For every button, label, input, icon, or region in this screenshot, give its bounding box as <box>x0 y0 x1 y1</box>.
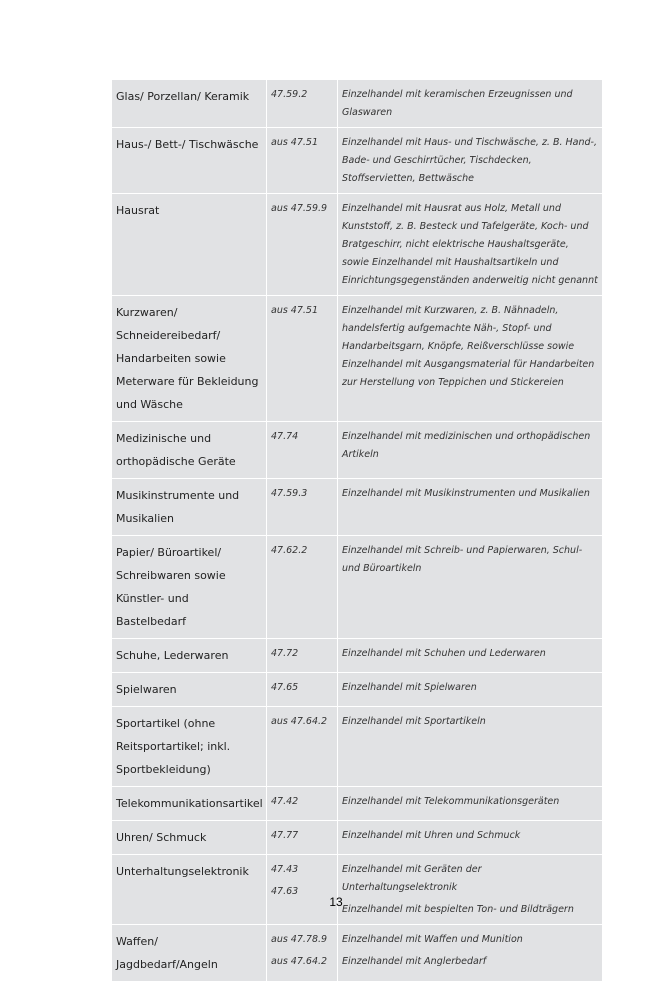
category-label: Kurzwaren/ Schneidereibedarf/ Handarbeiten sowie Meterware für Bekleidung und Wäsche <box>116 306 259 411</box>
wz-code-cell <box>267 128 338 194</box>
wz-code: 47.59.2 <box>271 89 308 100</box>
description-cell <box>338 707 603 787</box>
wz-code-cell <box>267 479 338 536</box>
category-label: Sportartikel (ohne Reitsportartikel; inkl. Sportbekleidung) <box>116 717 231 776</box>
wz-code: aus 47.64.2 <box>271 716 328 727</box>
wz-code: 47.65 <box>271 682 299 693</box>
description-text: Einzelhandel mit Haus- und Tischwäsche, z. B. Hand-, Bade- und Geschirrtücher, Tischdecken, Stoffservietten, Bettwäsche <box>342 137 597 184</box>
wz-code-cell <box>267 422 338 479</box>
table-row <box>112 707 602 787</box>
wz-code-cell <box>267 536 338 639</box>
category-cell <box>112 194 267 296</box>
table-row <box>112 422 602 479</box>
table-row <box>112 80 602 128</box>
description-text: Einzelhandel mit Uhren und Schmuck <box>342 830 521 841</box>
category-label: Telekommunikationsartikel <box>116 797 263 810</box>
wz-code: aus 47.51 <box>271 137 319 148</box>
category-label: Musikinstrumente und Musikalien <box>116 489 240 525</box>
description-text: Einzelhandel mit Sportartikeln <box>342 716 486 727</box>
category-label: Spielwaren <box>116 683 177 696</box>
table-row <box>112 128 602 194</box>
wz-code-cell <box>267 296 338 422</box>
description-cell <box>338 194 603 296</box>
description-cell <box>338 787 603 821</box>
category-cell <box>112 422 267 479</box>
wz-code-cell <box>267 821 338 855</box>
wz-code: 47.62.2 <box>271 545 308 556</box>
table-row <box>112 925 602 982</box>
wz-code-cell <box>267 707 338 787</box>
description-cell <box>338 673 603 707</box>
table-row <box>112 673 602 707</box>
description-text: Einzelhandel mit Schuhen und Lederwaren <box>342 648 546 659</box>
description-cell <box>338 479 603 536</box>
wz-code: 47.59.3 <box>271 488 308 499</box>
description-text: Einzelhandel mit Musikinstrumenten und Musikalien <box>342 488 590 499</box>
description-cell <box>338 422 603 479</box>
category-cell <box>112 479 267 536</box>
category-cell <box>112 128 267 194</box>
description-text: Einzelhandel mit Kurzwaren, z. B. Nähnadeln, handelsfertig aufgemachte Näh-, Stopf- und Handarbeitsgarn, Knöpfe, Reißverschlüsse sowie Einzelhandel mit Ausgangsmaterial für Handarbeiten zur Herstellung von Teppichen und Stickereien <box>342 305 595 388</box>
description-cell <box>338 536 603 639</box>
table-row <box>112 855 602 925</box>
category-cell <box>112 536 267 639</box>
category-label: Haus-/ Bett-/ Tischwäsche <box>116 138 259 151</box>
category-label: Hausrat <box>116 204 160 217</box>
table-row <box>112 787 602 821</box>
category-cell <box>112 821 267 855</box>
category-label: Waffen/ Jagdbedarf/Angeln <box>116 935 218 971</box>
category-cell <box>112 80 267 128</box>
category-label: Glas/ Porzellan/ Keramik <box>116 90 250 103</box>
category-cell <box>112 673 267 707</box>
description-text: Einzelhandel mit Schreib- und Papierwaren, Schul- und Büroartikeln <box>342 545 583 574</box>
wz-code-cell <box>267 855 338 925</box>
description-cell <box>338 821 603 855</box>
category-label: Medizinische und orthopädische Geräte <box>116 432 236 468</box>
table-row <box>112 479 602 536</box>
table-row <box>112 821 602 855</box>
category-cell <box>112 639 267 673</box>
category-label: Schuhe, Lederwaren <box>116 649 229 662</box>
description-cell <box>338 925 603 982</box>
description-text: Einzelhandel mit Spielwaren <box>342 682 477 693</box>
description-text: Einzelhandel mit Waffen und Munition <box>342 934 523 945</box>
wz-code: 47.74 <box>271 431 299 442</box>
description-text: Einzelhandel mit keramischen Erzeugnissen und Glaswaren <box>342 89 573 118</box>
wz-code-cell <box>267 639 338 673</box>
wz-code: aus 47.78.9 <box>271 934 328 945</box>
sortiment-table <box>112 80 602 982</box>
description-cell <box>338 296 603 422</box>
category-cell <box>112 855 267 925</box>
wz-code-cell <box>267 80 338 128</box>
page-number: 13 <box>329 895 343 909</box>
description-text: Einzelhandel mit Anglerbedarf <box>342 956 487 967</box>
category-cell <box>112 787 267 821</box>
description-cell <box>338 80 603 128</box>
category-cell <box>112 707 267 787</box>
category-label: Unterhaltungselektronik <box>116 865 249 878</box>
table-row <box>112 296 602 422</box>
category-cell <box>112 296 267 422</box>
description-cell <box>338 639 603 673</box>
wz-code-cell <box>267 194 338 296</box>
table-body <box>112 80 602 982</box>
wz-code: 47.42 <box>271 796 299 807</box>
wz-code: 47.72 <box>271 648 299 659</box>
description-cell <box>338 128 603 194</box>
wz-code: 47.77 <box>271 830 299 841</box>
description-text: Einzelhandel mit Hausrat aus Holz, Metall und Kunststoff, z. B. Besteck und Tafelgeräte, Koch- und Bratgeschirr, nicht elektrische Haushaltsgeräte, sowie Einzelhandel mit Haushaltsartikeln und Einrichtungsgegenständen anderweitig nicht genannt <box>342 203 598 286</box>
wz-code: aus 47.59.9 <box>271 203 328 214</box>
description-text: Einzelhandel mit bespielten Ton- und Bildträgern <box>342 904 574 915</box>
wz-code-cell <box>267 673 338 707</box>
wz-code-cell <box>267 925 338 982</box>
table-row <box>112 194 602 296</box>
category-label: Papier/ Büroartikel/ Schreibwaren sowie Künstler- und Bastelbedarf <box>116 546 226 628</box>
description-text: Einzelhandel mit Geräten der Unterhaltungselektronik <box>342 864 482 893</box>
description-text: Einzelhandel mit medizinischen und orthopädischen Artikeln <box>342 431 591 460</box>
category-label: Uhren/ Schmuck <box>116 831 207 844</box>
description-cell <box>338 855 603 925</box>
category-cell <box>112 925 267 982</box>
wz-code: aus 47.64.2 <box>271 956 328 967</box>
description-text: Einzelhandel mit Telekommunikationsgeräten <box>342 796 560 807</box>
table-row <box>112 536 602 639</box>
wz-code-cell <box>267 787 338 821</box>
wz-code: 47.63 <box>271 886 299 897</box>
wz-code: aus 47.51 <box>271 305 319 316</box>
wz-code: 47.43 <box>271 864 299 875</box>
table-row <box>112 639 602 673</box>
